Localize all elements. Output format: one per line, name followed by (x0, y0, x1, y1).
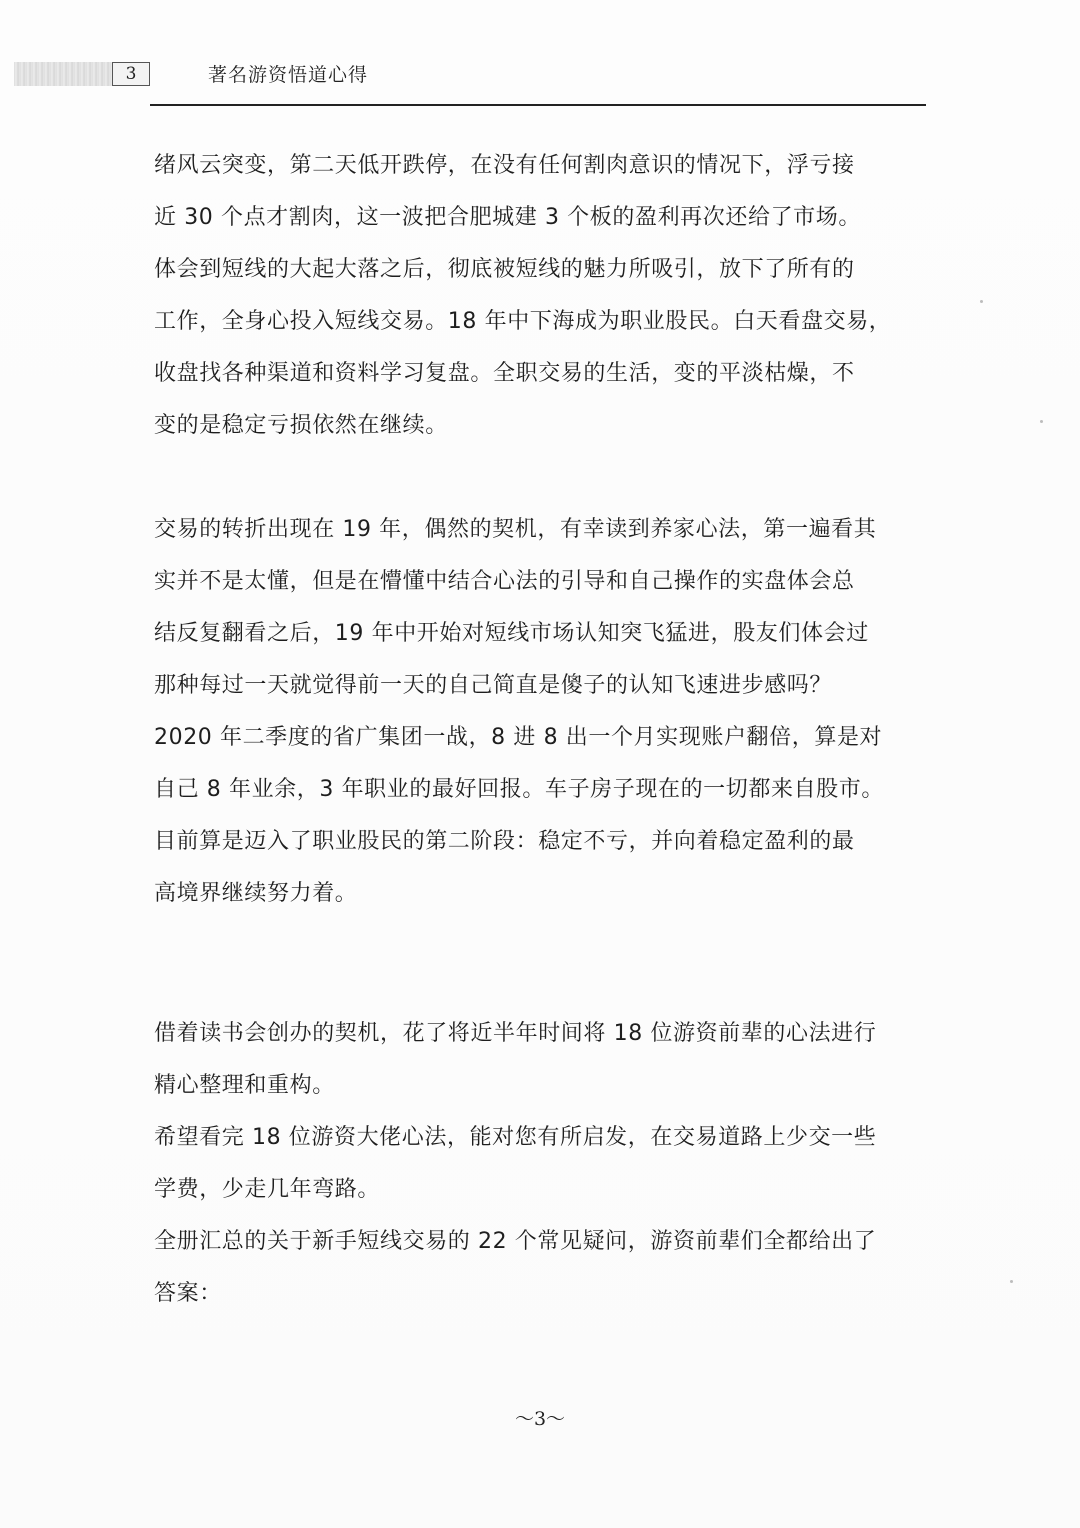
header-title: 著名游资悟道心得 (208, 64, 369, 86)
scan-speck (1010, 1280, 1013, 1283)
text-line: 变的是稳定亏损依然在继续。 (154, 413, 448, 438)
text-line: 那种每过一天就觉得前一天的自己简直是傻子的认知飞速进步感吗？ (154, 673, 833, 698)
header-page-number: 3 (112, 62, 150, 86)
text-line: 借着读书会创办的契机，花了将近半年时间将 18 位游资前辈的心法进行 (154, 1021, 877, 1046)
text-line: 希望看完 18 位游资大佬心法，能对您有所启发，在交易道路上少交一些 (154, 1125, 877, 1150)
text-line: 交易的转折出现在 19 年，偶然的契机，有幸读到养家心法，第一遍看其 (154, 517, 877, 542)
text-line: 体会到短线的大起大落之后，彻底被短线的魅力所吸引，放下了所有的 (154, 257, 855, 282)
header-rule (150, 104, 926, 106)
paragraph-spacer (154, 972, 932, 1008)
text-line: 工作，全身心投入短线交易。18 年中下海成为职业股民。白天看盘交易， (154, 309, 892, 334)
scan-speck (980, 300, 983, 303)
text-line: 收盘找各种渠道和资料学习复盘。全职交易的生活，变的平淡枯燥，不 (154, 361, 855, 386)
text-line: 目前算是迈入了职业股民的第二阶段：稳定不亏，并向着稳定盈利的最 (154, 829, 855, 854)
scan-speck (1040, 420, 1043, 423)
paragraph-3 (154, 1008, 932, 1320)
text-line: 自己 8 年业余，3 年职业的最好回报。车子房子现在的一切都来自股市。 (154, 777, 884, 802)
text-line: 学费，少走几年弯路。 (154, 1177, 381, 1202)
text-line: 实并不是太懂，但是在懵懂中结合心法的引导和自己操作的实盘体会总 (154, 569, 855, 594)
text-line: 2020 年二季度的省广集团一战，8 进 8 出一个月实现账户翻倍，算是对 (154, 725, 883, 750)
text-line: 近 30 个点才割肉，这一波把合肥城建 3 个板的盈利再次还给了市场。 (154, 205, 861, 230)
text-line: 结反复翻看之后，19 年中开始对短线市场认知突飞猛进，股友们体会过 (154, 621, 869, 646)
text-line: 全册汇总的关于新手短线交易的 22 个常见疑问，游资前辈们全都给出了 (154, 1229, 877, 1254)
paragraph-1 (154, 140, 932, 452)
text-line: 绪风云突变，第二天低开跌停，在没有任何割肉意识的情况下，浮亏接 (154, 153, 855, 178)
text-line: 精心整理和重构。 (154, 1073, 335, 1098)
paragraph-spacer (154, 452, 932, 504)
text-line: 高境界继续努力着。 (154, 881, 358, 906)
paragraph-spacer (154, 920, 932, 972)
text-line: 答案： (154, 1281, 222, 1306)
footer-page-marker: ～3～ (514, 1408, 566, 1430)
paragraph-2 (154, 504, 932, 920)
document-body (154, 140, 932, 1320)
